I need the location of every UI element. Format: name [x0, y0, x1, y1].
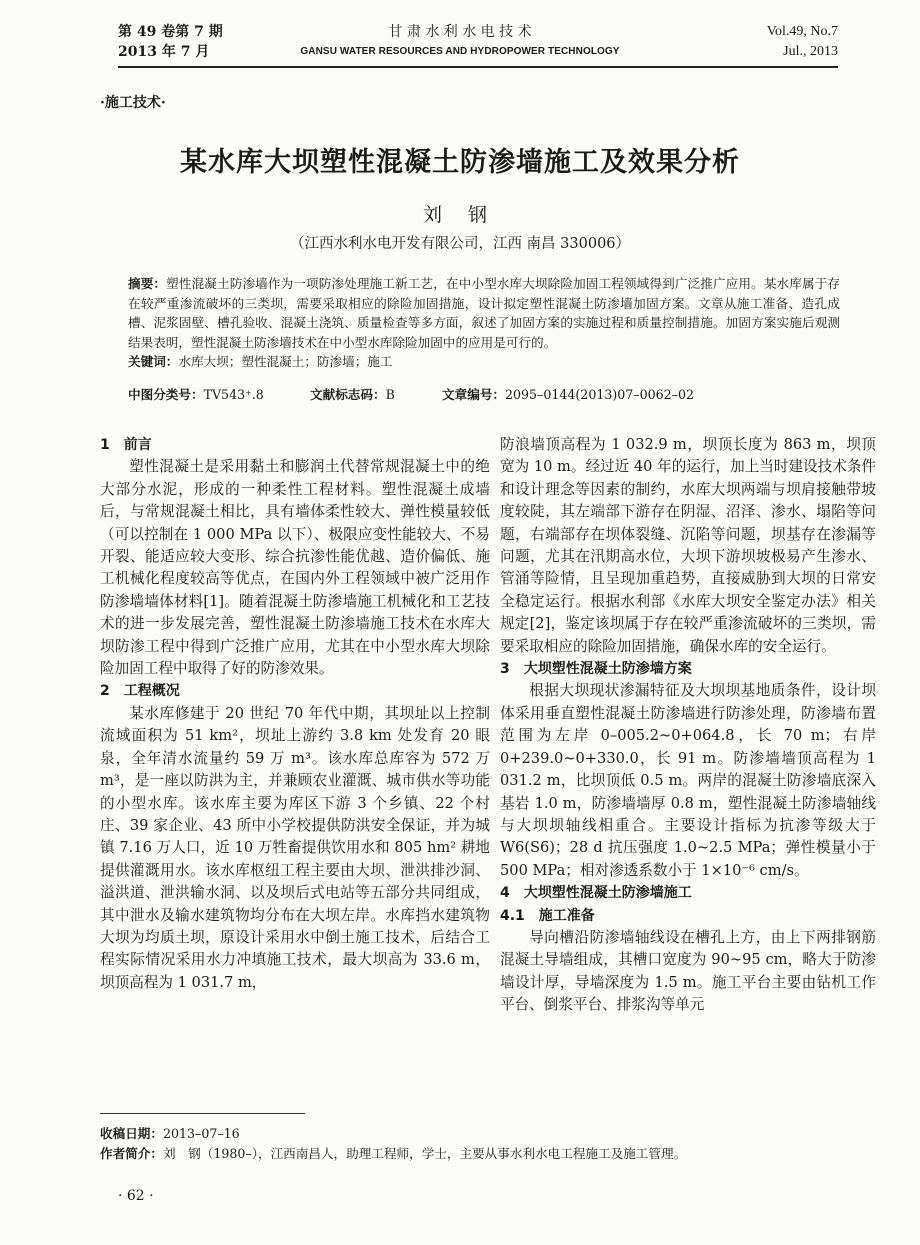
clc-value: TV543⁺.8	[203, 387, 264, 402]
right-column	[500, 434, 876, 1017]
header-divider	[118, 66, 838, 68]
footnote	[100, 1124, 880, 1164]
abstract	[128, 274, 840, 372]
journal-volume-issue	[118, 22, 223, 62]
article-no-label: 文章编号：	[442, 387, 505, 402]
scheme-paragraph: 根据大坝现状渗漏特征及大坝坝基地质条件，设计坝体采用垂直塑性混凝土防渗墙进行防渗处理，防渗墙布置范围为左岸 0–005.2~0+064.8，长 70 m；右岸 0+239.0~0+330.0，长 91 m。防渗墙墙顶高程为 1 031.2 m，比坝顶低 0.5 m。两岸的混凝土防渗墙底深入基岩 1.0 m，防渗墙墙厚 0.8 m，塑性混凝土防渗墙轴线与大坝坝轴线相重合。主要设计指标为抗渗等级大于 W6(S6)；28 d 抗压强度 1.0~2.5 MPa；弹性模量小于 500 MPa；相对渗透系数小于 1×10⁻⁶ cm/s。	[500, 682, 876, 879]
left-column	[100, 434, 490, 994]
journal-name-en: GANSU WATER RESOURCES AND HYDROPOWER TECHNOLOGY	[300, 46, 620, 57]
volume-issue-text: 第 49 卷第 7 期	[118, 24, 223, 40]
heading-wall-scheme: 3 大坝塑性混凝土防渗墙方案	[500, 661, 692, 678]
abstract-text: 塑性混凝土防渗墙作为一项防渗处理施工新工艺，在中小型水库大坝除险加固工程领域得到广泛推广应用。某水库属于存在较严重渗流破坏的三类坝，需要采取相应的除险加固措施，设计拟定塑性混凝土防渗墙加固方案。文章从施工准备、造孔成槽、泥浆固壁、槽孔验收、混凝土浇筑、质量检查等多方面，叙述了加固方案的实施过程和质量控制措施。加固方案实施后观测结果表明，塑性混凝土防渗墙技术在中小型水库除险加固中的应用是可行的。	[128, 276, 841, 350]
article-no-value: 2095–0144(2013)07–0062–02	[505, 387, 694, 402]
received-date	[100, 1124, 880, 1144]
doc-code-label: 文献标志码：	[310, 387, 386, 402]
page-number: · 62 ·	[118, 1188, 154, 1204]
author-bio	[100, 1144, 880, 1164]
bio-text: 刘 钢（1980–），江西南昌人，助理工程师，学士，主要从事水利水电工程施工及施工管理。	[162, 1146, 687, 1161]
bio-label: 作者简介：	[100, 1146, 163, 1161]
heading-construction: 4 大坝塑性混凝土防渗墙施工	[500, 885, 692, 902]
article-title: 某水库大坝塑性混凝土防渗墙施工及效果分析	[180, 147, 740, 178]
doc-code-value: B	[385, 387, 395, 402]
intro-paragraph: 塑性混凝土是采用黏土和膨润土代替常规混凝土中的绝大部分水泥，形成的一种柔性工程材料。塑性混凝土成墙后，与常规混凝土相比，具有墙体柔性较大、弹性模量较低（可以控制在 1 000 MPa 以下）、极限应变性能较大、不易开裂、能适应较大变形、综合抗渗性能优越、造价偏低、施工机械化程度较高等优点，在国内外工程领域中被广泛用作防渗墙墙体材料[1]。随着混凝土防渗墙施工机械化和工艺技术的进一步发展完善，塑性混凝土防渗墙施工技术在水库大坝防渗工程中得到广泛推广应用，尤其在中小型水库大坝除险加固工程中取得了好的防渗效果。	[100, 458, 490, 678]
abstract-label: 摘要：	[128, 276, 167, 291]
heading-introduction: 1 前言	[100, 437, 152, 453]
heading-preparation: 4.1 施工准备	[500, 907, 595, 924]
clc-label: 中图分类号：	[128, 387, 204, 402]
date-en-text: Jul., 2013	[783, 44, 838, 59]
volume-en-text: Vol.49, No.7	[766, 24, 838, 39]
preparation-paragraph: 导向槽沿防渗墙轴线设在槽孔上方，由上下两排钢筋混凝土导墙组成，其槽口宽度为 90~95 cm，略大于防渗墙设计厚，导墙深度为 1.5 m。施工平台主要由钻机工作平台、倒浆平台、排浆沟等单元	[500, 928, 876, 1014]
journal-volume-en	[767, 22, 838, 62]
keywords	[128, 352, 840, 372]
received-label: 收稿日期：	[100, 1126, 163, 1141]
overview-continued: 防浪墙顶高程为 1 032.9 m，坝顶长度为 863 m，坝顶宽为 10 m。经过近 40 年的运行，加上当时建设技术条件和设计理念等因素的制约，水库大坝两端与坝肩接触带坡度较陡，其左端部下游存在阴湿、沼泽、渗水、塌陷等问题，右端部存在坝体裂缝、沉陷等问题，坝基存在渗漏等问题，尤其在汛期高水位，大坝下游坝坡极易产生渗水、管涌等险情，且呈现加重趋势，直接威胁到大坝的日常安全稳定运行。根据水利部《水库大坝安全鉴定办法》相关规定[2]，鉴定该坝属于存在较严重渗流破坏的三类坝，需要采取相应的除险加固措施，确保水库的安全运行。	[500, 436, 877, 655]
author-affiliation: （江西水利水电开发有限公司，江西 南昌 330006）	[289, 236, 631, 252]
author-name: 刘 钢	[422, 204, 498, 226]
keywords-text: 水库大坝；塑性混凝土；防渗墙；施工	[178, 354, 393, 369]
publication-month: 2013 年 7 月	[118, 44, 210, 60]
heading-project-overview: 2 工程概况	[100, 683, 180, 700]
classification-row	[128, 385, 840, 404]
section-tag: ·施工技术·	[100, 95, 166, 111]
journal-name-cn: 甘 肃 水 利 水 电 技 术	[388, 24, 532, 40]
received-value: 2013–07–16	[162, 1126, 240, 1141]
keywords-label: 关键词：	[128, 354, 179, 369]
footnote-divider	[100, 1113, 305, 1114]
overview-paragraph: 某水库修建于 20 世纪 70 年代中期，其坝址以上控制流域面积为 51 km²，坝址上游约 3.8 km 处发育 20 眼泉，全年清水流量约 59 万 m³。该水库总库容为 572 万 m³，是一座以防洪为主，并兼顾农业灌溉、城市供水等功能的小型水库。该水库主要为库区下游 3 个乡镇、22 个村庄、39 家企业、43 所中小学校提供防洪安全保证，并为城镇 7.16 万人口，近 10 万牲畜提供饮用水和 805 hm² 耕地提供灌溉用水。该水库枢纽工程主要由大坝、泄洪排沙洞、溢洪道、泄洪输水洞、以及坝后式电站等五部分共同组成，其中泄水及输水建筑物均分布在大坝左岸。水库挡水建筑物大坝为均质土坝，原设计采用水中倒土施工技术，后结合工程实际情况采用水力冲填施工技术，最大坝高为 33.6 m，坝顶高程为 1 031.7 m，	[100, 704, 490, 991]
journal-name	[300, 22, 620, 62]
